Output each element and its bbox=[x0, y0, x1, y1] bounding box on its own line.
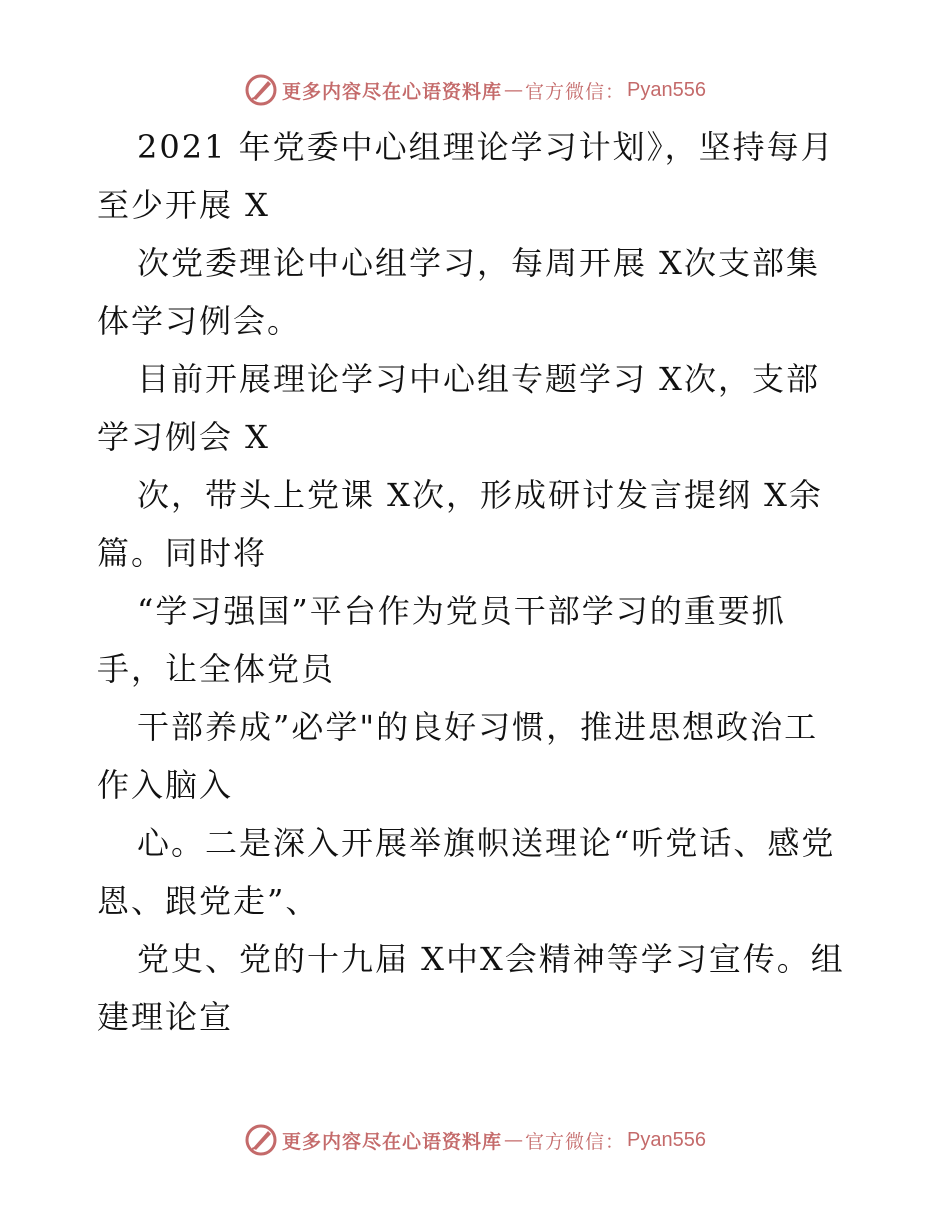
body-line: 体学习例会。 bbox=[97, 302, 302, 340]
body-line: 篇。同时将 bbox=[97, 534, 268, 572]
body-line: 手，让全体党员 bbox=[97, 650, 336, 688]
body-line: 建理论宣 bbox=[97, 998, 234, 1036]
watermark-wechat-label: 官方微信： bbox=[525, 1130, 626, 1153]
quill-pen-logo-icon bbox=[244, 1123, 278, 1157]
body-line: 学习例会 X bbox=[97, 418, 270, 456]
body-line: 2021 年党委中心组理论学习计划》，坚持每月 bbox=[137, 128, 835, 166]
watermark-wechat-id: Pyan556 bbox=[627, 1128, 706, 1151]
watermark-dash: — bbox=[504, 1129, 524, 1151]
body-line: 次党委理论中心组学习，每周开展 X次支部集 bbox=[137, 244, 820, 282]
body-line: 恩、跟党走”、 bbox=[97, 882, 320, 920]
header-watermark bbox=[0, 70, 950, 110]
body-line: 至少开展 X bbox=[97, 186, 270, 224]
body-line: 心。二是深入开展举旗帜送理论“听党话、感党 bbox=[137, 824, 836, 862]
quill-pen-logo-icon bbox=[244, 73, 278, 107]
document-body bbox=[97, 118, 897, 1046]
footer-watermark bbox=[0, 1120, 950, 1160]
body-line: 党史、党的十九届 X中X会精神等学习宣传。组 bbox=[137, 940, 845, 978]
watermark-site-text: 更多内容尽在心语资料库 bbox=[282, 80, 503, 103]
watermark-wechat-id: Pyan556 bbox=[627, 78, 706, 101]
watermark-wechat-label: 官方微信： bbox=[525, 80, 626, 103]
body-line: 作入脑入 bbox=[97, 766, 234, 804]
body-line: 干部养成”必学"的良好习惯，推进思想政治工 bbox=[137, 708, 819, 746]
watermark-site-text: 更多内容尽在心语资料库 bbox=[282, 1130, 503, 1153]
body-line: 目前开展理论学习中心组专题学习 X次，支部 bbox=[137, 360, 820, 398]
body-line: 次，带头上党课 X次，形成研讨发言提纲 X余 bbox=[137, 476, 823, 514]
watermark-dash: — bbox=[504, 79, 524, 101]
body-line: “学习强国”平台作为党员干部学习的重要抓 bbox=[137, 592, 786, 630]
